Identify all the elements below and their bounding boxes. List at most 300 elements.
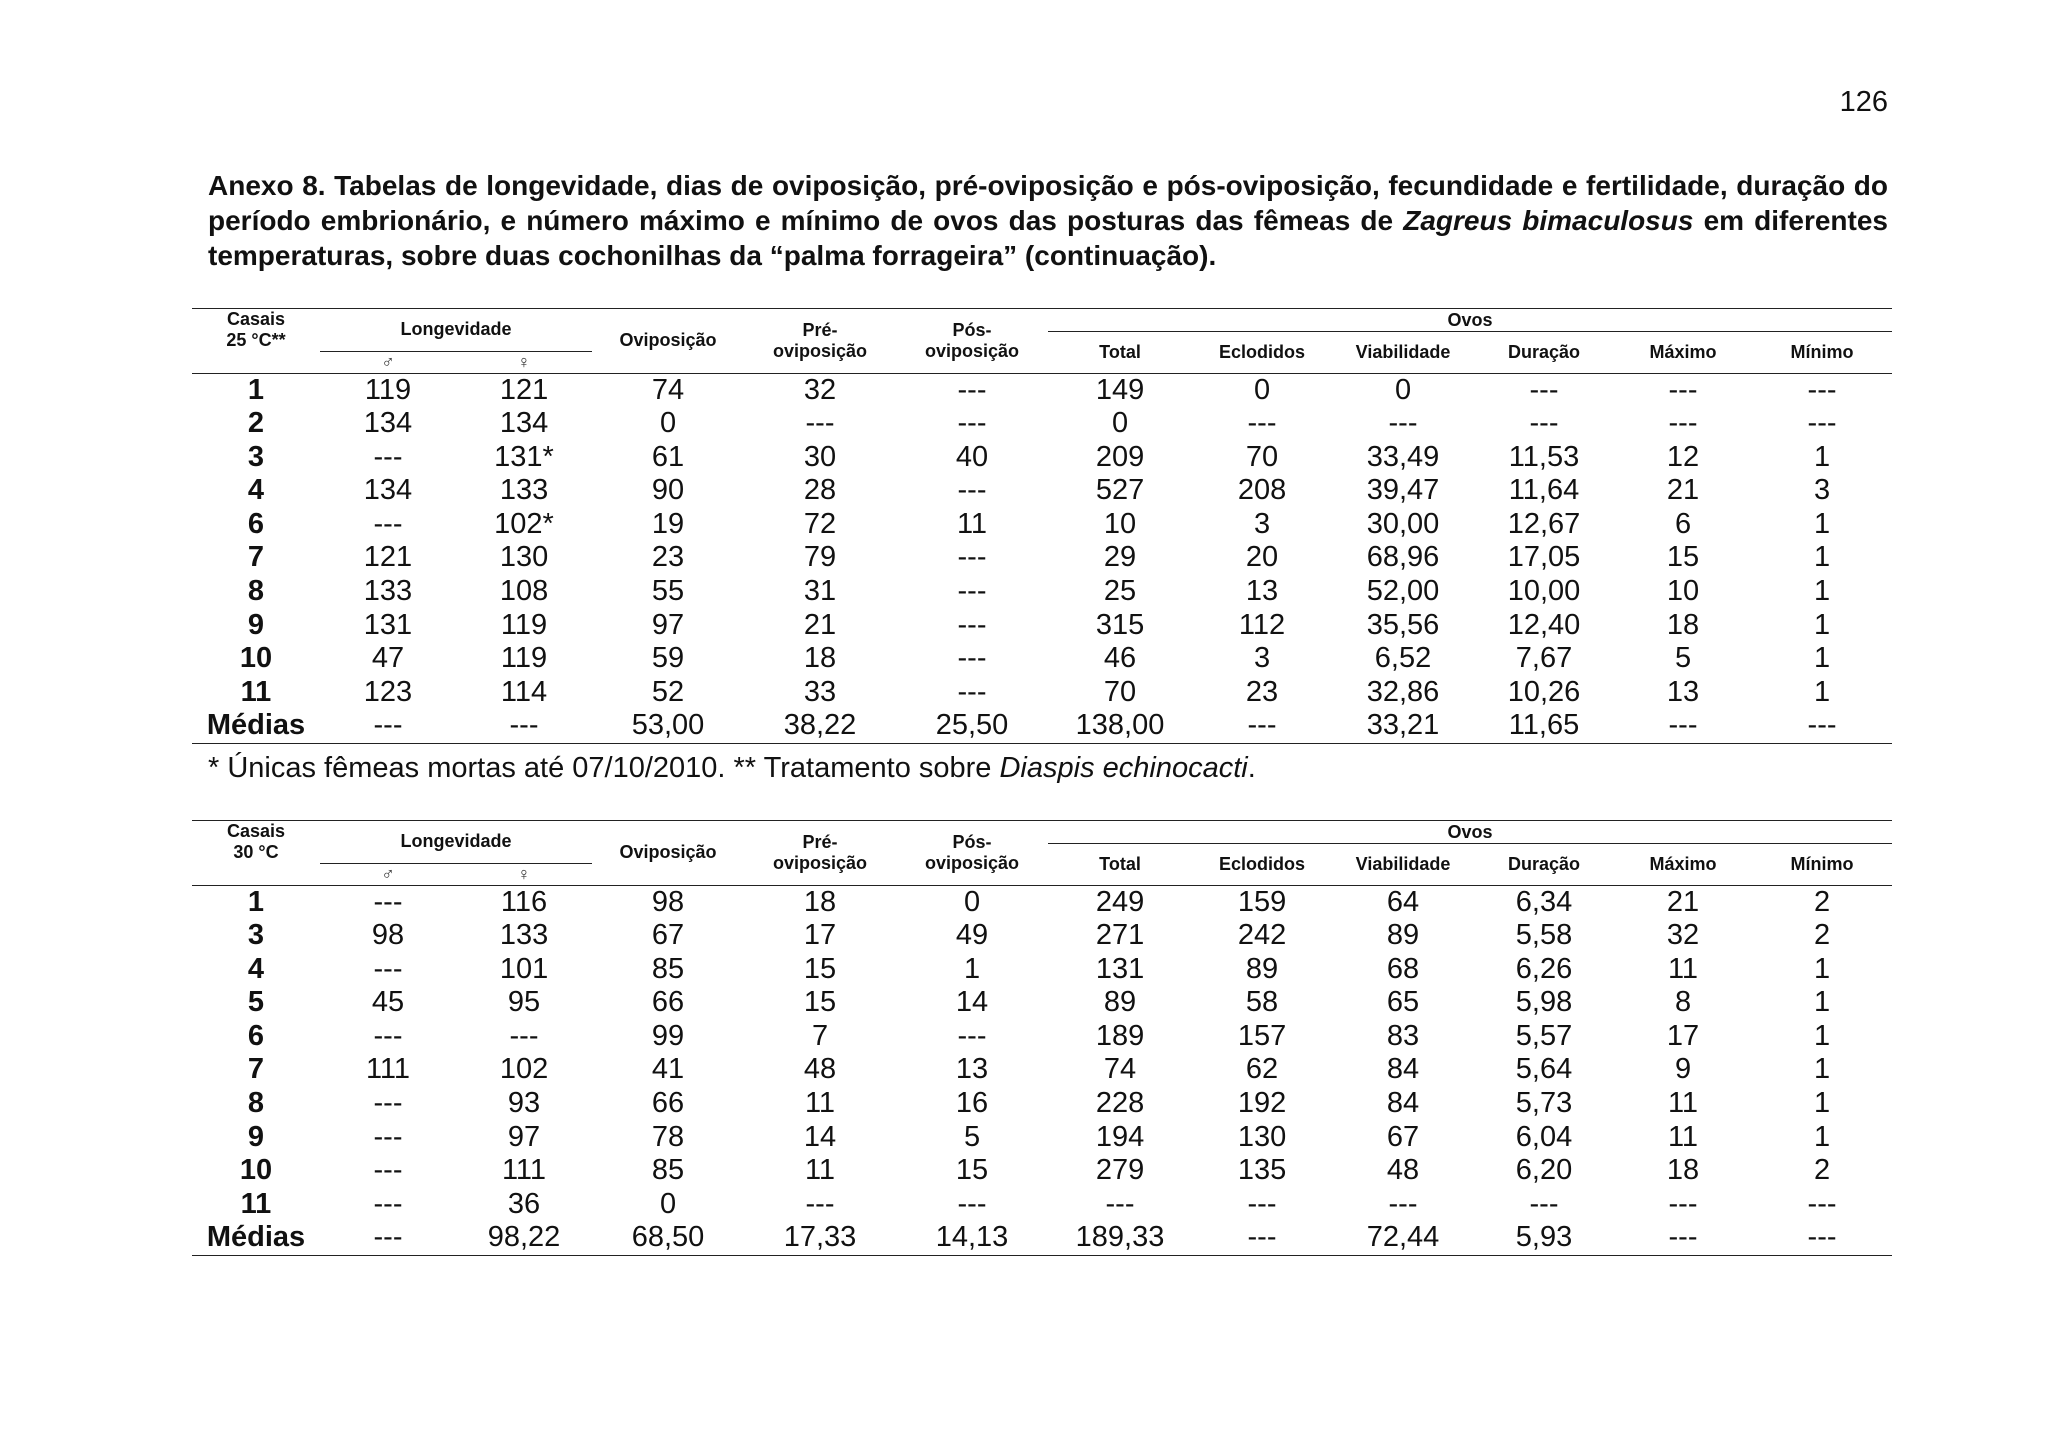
table-cell: 134 bbox=[363, 474, 413, 507]
table-cell: 194 bbox=[1095, 1120, 1145, 1153]
table-cell: 111 bbox=[365, 1053, 411, 1086]
table-row bbox=[192, 541, 1892, 575]
table-row bbox=[192, 986, 1892, 1020]
caption-species: Zagreus bimaculosus bbox=[1403, 205, 1694, 236]
table-row bbox=[192, 1087, 1892, 1121]
table-cell: 131* bbox=[494, 440, 554, 473]
table-cell: 84 bbox=[1386, 1053, 1420, 1086]
maximo-header: Máximo bbox=[1649, 341, 1717, 362]
temperature-label: 25 °C** bbox=[226, 330, 286, 350]
table-cell: 6,20 bbox=[1515, 1154, 1573, 1187]
table-cell: --- bbox=[509, 1019, 539, 1052]
table-cell: 89 bbox=[1103, 986, 1137, 1019]
total-header: Total bbox=[1099, 341, 1141, 362]
table-cell: 18 bbox=[803, 642, 837, 675]
table-cell: 17,33 bbox=[783, 1221, 857, 1254]
table-cell: 10 bbox=[1103, 507, 1137, 540]
table-cell: 7 bbox=[811, 1019, 829, 1052]
table-cell: 45 bbox=[371, 986, 405, 1019]
casal-cell: 10 bbox=[239, 1154, 273, 1187]
table-cell: 23 bbox=[651, 541, 685, 574]
table-cell: --- bbox=[1388, 1187, 1418, 1220]
table-cell: 5,57 bbox=[1515, 1019, 1573, 1052]
oviposicao-header: Oviposição bbox=[619, 842, 717, 863]
table-cell: --- bbox=[373, 1154, 403, 1187]
table-cell: 1 bbox=[1813, 675, 1831, 708]
table-cell: 58 bbox=[1245, 986, 1279, 1019]
table-cell: 90 bbox=[651, 474, 685, 507]
table-row bbox=[192, 441, 1892, 475]
table-row bbox=[192, 609, 1892, 643]
table-cell: 66 bbox=[651, 986, 685, 1019]
table-row bbox=[192, 709, 1892, 743]
table-cell: 13 bbox=[1245, 575, 1279, 608]
table-cell: 15 bbox=[803, 952, 837, 985]
table-cell: 102* bbox=[494, 507, 554, 540]
table-cell: 33,21 bbox=[1366, 709, 1440, 742]
table-cell: 12 bbox=[1666, 440, 1700, 473]
table-cell: 135 bbox=[1237, 1154, 1287, 1187]
table-cell: 192 bbox=[1237, 1087, 1287, 1120]
longevidade-header: Longevidade bbox=[400, 319, 512, 340]
table-cell: 130 bbox=[1237, 1120, 1287, 1153]
table-cell: 98 bbox=[651, 885, 685, 918]
table-row bbox=[192, 1121, 1892, 1155]
table-cell: 11,65 bbox=[1508, 709, 1580, 742]
table-cell: 1 bbox=[1813, 986, 1831, 1019]
table-cell: 21 bbox=[803, 608, 837, 641]
table-cell: 16 bbox=[955, 1087, 989, 1120]
casal-cell: Médias bbox=[206, 709, 306, 742]
male-symbol: ♂ bbox=[320, 351, 456, 373]
table-cell: 25 bbox=[1103, 575, 1137, 608]
casais-spacer bbox=[192, 351, 320, 373]
table-cell: 102 bbox=[499, 1053, 549, 1086]
table-cell: 62 bbox=[1245, 1053, 1279, 1086]
table-row bbox=[192, 1221, 1892, 1255]
casal-cell: 9 bbox=[247, 1120, 265, 1153]
table-cell: 83 bbox=[1386, 1019, 1420, 1052]
table-cell: 29 bbox=[1103, 541, 1137, 574]
maximo-header: Máximo bbox=[1649, 853, 1717, 874]
table-cell: --- bbox=[373, 1019, 403, 1052]
table-cell: --- bbox=[957, 642, 987, 675]
casal-cell: 4 bbox=[247, 952, 265, 985]
table-cell: 10,00 bbox=[1507, 575, 1581, 608]
table-cell: 1 bbox=[1813, 608, 1831, 641]
casal-cell: 3 bbox=[247, 440, 265, 473]
footnote-species: Diaspis echinocacti bbox=[999, 752, 1248, 784]
casal-cell: Médias bbox=[206, 1221, 306, 1254]
table-cell: 1 bbox=[1813, 642, 1831, 675]
table-cell: --- bbox=[373, 709, 403, 742]
table-cell: 32 bbox=[1666, 919, 1700, 952]
table-cell: 119 bbox=[500, 642, 548, 675]
total-header: Total bbox=[1099, 853, 1141, 874]
pre-oviposicao-header: Pré- oviposição bbox=[773, 319, 868, 361]
table-cell: --- bbox=[1529, 1187, 1559, 1220]
table-cell: 1 bbox=[1813, 952, 1831, 985]
table-cell: 46 bbox=[1103, 642, 1137, 675]
table-cell: 271 bbox=[1095, 919, 1145, 952]
pre-oviposicao-header: Pré- oviposição bbox=[773, 831, 868, 873]
table-cell: 228 bbox=[1095, 1087, 1145, 1120]
table-cell: 97 bbox=[651, 608, 685, 641]
table-cell: --- bbox=[373, 507, 403, 540]
table-row bbox=[192, 1188, 1892, 1222]
table-cell: 18 bbox=[1666, 1154, 1700, 1187]
table-cell: 15 bbox=[803, 986, 837, 1019]
table-cell: 35,56 bbox=[1366, 608, 1440, 641]
table-cell: 11 bbox=[804, 1087, 836, 1120]
table-cell: 133 bbox=[499, 919, 549, 952]
casal-cell: 11 bbox=[240, 675, 272, 708]
table-row bbox=[192, 919, 1892, 953]
table-cell: 10 bbox=[1666, 575, 1700, 608]
table-cell: 11 bbox=[1667, 1120, 1699, 1153]
table-cell: 89 bbox=[1386, 919, 1420, 952]
table-cell: 67 bbox=[651, 919, 685, 952]
table-cell: 74 bbox=[651, 373, 685, 406]
table-cell: --- bbox=[1388, 407, 1418, 440]
table-cell: 49 bbox=[955, 919, 989, 952]
table-cell: 67 bbox=[1386, 1120, 1420, 1153]
footnote-text: * Únicas fêmeas mortas até 07/10/2010. ** Tratamento sobre bbox=[208, 752, 1000, 784]
table-cell: 32 bbox=[803, 373, 837, 406]
table-cell: 315 bbox=[1095, 608, 1145, 641]
table-cell: 5,93 bbox=[1515, 1221, 1573, 1254]
table-cell: 0 bbox=[963, 885, 981, 918]
table-cell: 133 bbox=[363, 575, 413, 608]
table-cell: 189 bbox=[1095, 1019, 1145, 1052]
casais-spacer bbox=[192, 863, 320, 885]
table-cell: 41 bbox=[651, 1053, 685, 1086]
table-25c-body bbox=[192, 373, 1892, 744]
table-row bbox=[192, 1020, 1892, 1054]
table-cell: 116 bbox=[500, 885, 548, 918]
table-cell: 249 bbox=[1095, 885, 1145, 918]
table-cell: 18 bbox=[1666, 608, 1700, 641]
table-cell: 6,04 bbox=[1515, 1120, 1573, 1153]
table-cell: 84 bbox=[1386, 1087, 1420, 1120]
table-30c bbox=[192, 820, 1892, 1256]
casal-cell: 9 bbox=[247, 608, 265, 641]
table-cell: 11 bbox=[1667, 952, 1699, 985]
table-cell: 36 bbox=[507, 1187, 541, 1220]
table-cell: 33 bbox=[803, 675, 837, 708]
table-cell: 189,33 bbox=[1075, 1221, 1165, 1254]
table-row bbox=[192, 676, 1892, 710]
table-row bbox=[192, 1053, 1892, 1087]
table-cell: 9 bbox=[1674, 1053, 1692, 1086]
table-cell: --- bbox=[1529, 407, 1559, 440]
table-cell: 0 bbox=[1253, 373, 1271, 406]
table-cell: 47 bbox=[371, 642, 405, 675]
table-cell: 5,98 bbox=[1515, 986, 1573, 1019]
table-cell: 53,00 bbox=[631, 709, 705, 742]
table-cell: 30 bbox=[803, 440, 837, 473]
table-cell: --- bbox=[957, 575, 987, 608]
table-row bbox=[192, 508, 1892, 542]
table-cell: 12,67 bbox=[1507, 507, 1581, 540]
minimo-header: Mínimo bbox=[1790, 341, 1854, 362]
table-cell: 279 bbox=[1095, 1154, 1145, 1187]
table-cell: 38,22 bbox=[783, 709, 857, 742]
table-cell: 14 bbox=[803, 1120, 837, 1153]
caption-text-end: em diferentes temperaturas, sobre duas cochonilhas da “palma forrageira” (continuação). bbox=[208, 205, 1888, 271]
table-cell: 15 bbox=[955, 1154, 989, 1187]
table-cell: 0 bbox=[659, 407, 677, 440]
table-30c-body bbox=[192, 885, 1892, 1256]
footnote-end: . bbox=[1247, 752, 1256, 784]
table-cell: 5,64 bbox=[1515, 1053, 1573, 1086]
table-cell: 133 bbox=[499, 474, 549, 507]
table-cell: 98,22 bbox=[487, 1221, 561, 1254]
casal-cell: 8 bbox=[247, 575, 265, 608]
table-cell: 95 bbox=[507, 986, 541, 1019]
table-cell: --- bbox=[1529, 373, 1559, 406]
table-cell: 149 bbox=[1095, 373, 1145, 406]
table-cell: 134 bbox=[499, 407, 549, 440]
table-cell: 3 bbox=[1253, 642, 1271, 675]
casal-cell: 5 bbox=[247, 986, 265, 1019]
table-cell: --- bbox=[957, 1187, 987, 1220]
table-cell: 59 bbox=[651, 642, 685, 675]
table-cell: 101 bbox=[499, 952, 549, 985]
table-cell: 32,86 bbox=[1366, 675, 1440, 708]
table-cell: 68,50 bbox=[631, 1221, 705, 1254]
casal-cell: 6 bbox=[247, 1019, 265, 1052]
table-cell: 30,00 bbox=[1366, 507, 1440, 540]
table-cell: 0 bbox=[1111, 407, 1129, 440]
table-cell: 89 bbox=[1245, 952, 1279, 985]
temperature-label: 30 °C bbox=[233, 842, 279, 862]
table-cell: --- bbox=[509, 709, 539, 742]
table-cell: 15 bbox=[1666, 541, 1700, 574]
casal-cell: 4 bbox=[247, 474, 265, 507]
duracao-header: Duração bbox=[1508, 853, 1581, 874]
table-cell: 99 bbox=[651, 1019, 685, 1052]
casal-cell: 10 bbox=[239, 642, 273, 675]
table-cell: --- bbox=[957, 541, 987, 574]
viabilidade-header: Viabilidade bbox=[1355, 853, 1451, 874]
table-cell: 6 bbox=[1674, 507, 1692, 540]
table-cell: 114 bbox=[500, 675, 548, 708]
table-cell: 119 bbox=[500, 608, 548, 641]
table-cell: 5,73 bbox=[1515, 1087, 1573, 1120]
male-symbol: ♂ bbox=[320, 863, 456, 885]
table-cell: --- bbox=[1668, 373, 1698, 406]
table-cell: 79 bbox=[803, 541, 837, 574]
table-cell: --- bbox=[373, 952, 403, 985]
table-cell: 242 bbox=[1237, 919, 1287, 952]
page-number: 126 bbox=[1839, 86, 1888, 118]
casal-cell: 8 bbox=[247, 1087, 265, 1120]
table-cell: 111 bbox=[501, 1154, 547, 1187]
table-cell: 55 bbox=[651, 575, 685, 608]
table-cell: 0 bbox=[1394, 373, 1412, 406]
table-cell: 112 bbox=[1238, 608, 1286, 641]
table-cell: 2 bbox=[1813, 1154, 1831, 1187]
table-cell: --- bbox=[957, 1019, 987, 1052]
table-cell: 6,34 bbox=[1515, 885, 1573, 918]
casal-cell: 1 bbox=[247, 885, 265, 918]
table-cell: 98 bbox=[371, 919, 405, 952]
table-cell: 70 bbox=[1103, 675, 1137, 708]
table-cell: 21 bbox=[1666, 474, 1700, 507]
table-cell: 20 bbox=[1245, 541, 1279, 574]
table-cell: 48 bbox=[1386, 1154, 1420, 1187]
table-cell: 130 bbox=[499, 541, 549, 574]
table-cell: 123 bbox=[363, 675, 413, 708]
duracao-header: Duração bbox=[1508, 341, 1581, 362]
table-cell: --- bbox=[957, 474, 987, 507]
viabilidade-header: Viabilidade bbox=[1355, 341, 1451, 362]
table-cell: 11 bbox=[804, 1154, 836, 1187]
table-row bbox=[192, 642, 1892, 676]
table-row bbox=[192, 407, 1892, 441]
table-cell: 48 bbox=[803, 1053, 837, 1086]
table-cell: 1 bbox=[1813, 440, 1831, 473]
table-cell: --- bbox=[1105, 1187, 1135, 1220]
minimo-header: Mínimo bbox=[1790, 853, 1854, 874]
table-cell: 39,47 bbox=[1366, 474, 1440, 507]
table-cell: --- bbox=[1807, 1187, 1837, 1220]
table-cell: 65 bbox=[1386, 986, 1420, 1019]
casal-cell: 2 bbox=[247, 407, 265, 440]
table-cell: 52 bbox=[651, 675, 685, 708]
table-cell: 23 bbox=[1245, 675, 1279, 708]
table-cell: 25,50 bbox=[935, 709, 1009, 742]
table-cell: 11,64 bbox=[1508, 474, 1580, 507]
table-cell: 11 bbox=[1667, 1087, 1699, 1120]
female-symbol: ♀ bbox=[456, 863, 592, 885]
table-row bbox=[192, 1154, 1892, 1188]
table-cell: 31 bbox=[803, 575, 837, 608]
table-cell: --- bbox=[373, 885, 403, 918]
table-cell: 40 bbox=[955, 440, 989, 473]
table-cell: 93 bbox=[507, 1087, 541, 1120]
table-cell: 10,26 bbox=[1507, 675, 1581, 708]
table-cell: 131 bbox=[1095, 952, 1145, 985]
casal-cell: 3 bbox=[247, 919, 265, 952]
table-cell: 159 bbox=[1237, 885, 1287, 918]
female-symbol: ♀ bbox=[456, 351, 592, 373]
table-cell: --- bbox=[1247, 709, 1277, 742]
table-cell: 13 bbox=[955, 1053, 989, 1086]
table-cell: --- bbox=[373, 440, 403, 473]
table-cell: 3 bbox=[1813, 474, 1831, 507]
table-cell: --- bbox=[1668, 1221, 1698, 1254]
table-row bbox=[192, 575, 1892, 609]
casal-cell: 1 bbox=[247, 373, 265, 406]
table-row bbox=[192, 953, 1892, 987]
casal-cell: 7 bbox=[247, 541, 265, 574]
oviposicao-header: Oviposição bbox=[619, 330, 717, 351]
table-cell: 2 bbox=[1813, 885, 1831, 918]
table-cell: --- bbox=[805, 1187, 835, 1220]
table-cell: 119 bbox=[364, 373, 412, 406]
table-cell: --- bbox=[1668, 1187, 1698, 1220]
table-cell: 121 bbox=[363, 541, 413, 574]
table-cell: 85 bbox=[651, 1154, 685, 1187]
eclodidos-header: Eclodidos bbox=[1219, 341, 1306, 362]
table-25c bbox=[192, 308, 1892, 744]
table-cell: 64 bbox=[1386, 885, 1420, 918]
table-cell: 527 bbox=[1095, 474, 1145, 507]
table-cell: 5 bbox=[963, 1120, 981, 1153]
casal-cell: 7 bbox=[247, 1053, 265, 1086]
table-cell: 61 bbox=[651, 440, 685, 473]
table-cell: --- bbox=[957, 407, 987, 440]
table-cell: 121 bbox=[499, 373, 549, 406]
table-cell: 19 bbox=[651, 507, 685, 540]
table-cell: 1 bbox=[1813, 541, 1831, 574]
table-cell: --- bbox=[373, 1120, 403, 1153]
table-cell: 14 bbox=[955, 986, 989, 1019]
table-cell: 1 bbox=[1813, 575, 1831, 608]
table-cell: --- bbox=[373, 1087, 403, 1120]
table-cell: 7,67 bbox=[1515, 642, 1573, 675]
pos-oviposicao-header: Pós- oviposição bbox=[925, 831, 1020, 873]
casais-label: Casais bbox=[226, 821, 286, 841]
table-cell: 13 bbox=[1666, 675, 1700, 708]
longevidade-header: Longevidade bbox=[400, 831, 512, 852]
table-cell: 11 bbox=[956, 507, 988, 540]
table-cell: 1 bbox=[1813, 507, 1831, 540]
table-cell: 14,13 bbox=[935, 1221, 1009, 1254]
eclodidos-header: Eclodidos bbox=[1219, 853, 1306, 874]
table-row bbox=[192, 373, 1892, 407]
table-cell: 72,44 bbox=[1366, 1221, 1440, 1254]
casais-header bbox=[192, 821, 320, 864]
table-cell: 17 bbox=[803, 919, 837, 952]
table-cell: 157 bbox=[1237, 1019, 1287, 1052]
table-cell: 131 bbox=[363, 608, 413, 641]
table-cell: 6,52 bbox=[1374, 642, 1432, 675]
table-row bbox=[192, 474, 1892, 508]
table-cell: 11,53 bbox=[1508, 440, 1580, 473]
casais-header bbox=[192, 309, 320, 352]
table-cell: 208 bbox=[1237, 474, 1287, 507]
table-cell: --- bbox=[1807, 373, 1837, 406]
table-cell: 3 bbox=[1253, 507, 1271, 540]
table-cell: 21 bbox=[1666, 885, 1700, 918]
table-cell: 138,00 bbox=[1075, 709, 1165, 742]
table-cell: 17,05 bbox=[1507, 541, 1581, 574]
table-cell: --- bbox=[957, 675, 987, 708]
table-cell: --- bbox=[805, 407, 835, 440]
table-row bbox=[192, 885, 1892, 919]
casais-label: Casais bbox=[226, 309, 286, 329]
caption-text: Anexo 8. Tabelas de longevidade, dias de oviposição, pré-oviposição e pós-oviposição, fecundidade e fertilidade, duração do período embrionário, e número máximo e mínimo de ovos das posturas das fêmeas de bbox=[208, 170, 1888, 236]
casal-cell: 6 bbox=[247, 507, 265, 540]
table-cell: --- bbox=[373, 1187, 403, 1220]
table-cell: --- bbox=[1807, 1221, 1837, 1254]
table-cell: 18 bbox=[803, 885, 837, 918]
table-cell: 1 bbox=[1813, 1019, 1831, 1052]
table-cell: 68,96 bbox=[1366, 541, 1440, 574]
casal-cell: 11 bbox=[240, 1187, 272, 1220]
table-cell: 0 bbox=[659, 1187, 677, 1220]
table-cell: 8 bbox=[1674, 986, 1692, 1019]
ovos-header: Ovos bbox=[1048, 821, 1892, 844]
table-cell: 70 bbox=[1245, 440, 1279, 473]
table-cell: --- bbox=[1807, 407, 1837, 440]
table-cell: 72 bbox=[803, 507, 837, 540]
table-cell: --- bbox=[1247, 1187, 1277, 1220]
table-cell: 108 bbox=[499, 575, 549, 608]
